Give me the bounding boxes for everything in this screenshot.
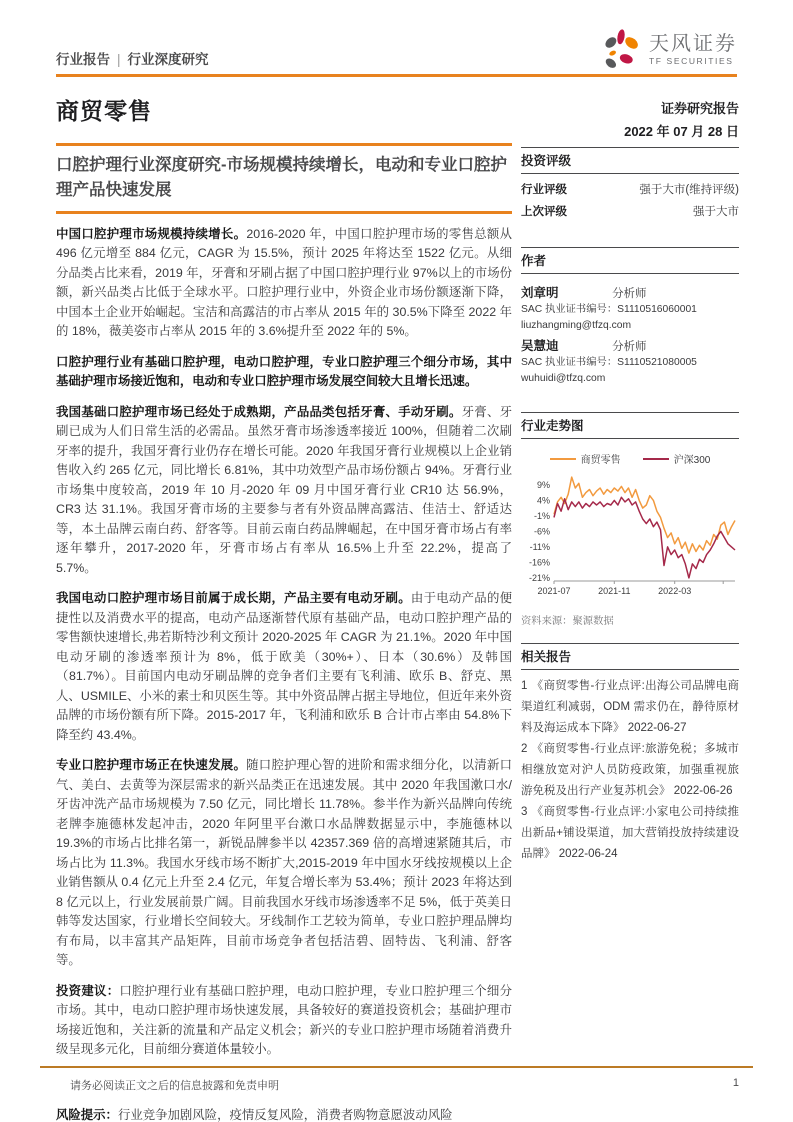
svg-text:2022-03: 2022-03: [658, 586, 692, 596]
author-name: 吴慧迪: [521, 339, 559, 353]
related-report-link[interactable]: 3 《商贸零售-行业点评:小家电公司持续推出新品+铺设渠道，加大营销投放持续建设品牌》 2022-06-24: [521, 806, 739, 860]
paragraph-investment-advice: 投资建议：口腔护理行业有基础口腔护理，电动口腔护理，专业口腔护理三个细分市场。其中，电动口腔护理市场快速发展，具备较好的赛道投资机会；基础护理市场接近饱和，关注新的流量和产品定义机会；新兴的专业口腔护理市场随着消费升级呈现多元化，目前细分赛道体量较小。: [56, 983, 513, 1056]
trend-section: [521, 412, 739, 627]
svg-text:-21%: -21%: [528, 572, 550, 583]
related-report-link[interactable]: 2 《商贸零售-行业点评:旅游免税；多城市相继放宽对沪人员防疫政策，加强重视旅游免税及出行产业复苏机会》 2022-06-26: [521, 743, 739, 797]
rating-row-industry: 行业评级 强于大市(维持评级): [521, 179, 739, 201]
report-subtitle: 口腔护理行业深度研究-市场规模持续增长，电动和专业口腔护理产品快速发展: [56, 143, 512, 214]
paragraph-risk-warning: 风险提示：行业竞争加剧风险，疫情反复风险，消费者购物意愿波动风险: [56, 1107, 453, 1122]
rating-value: 强于大市(维持评级): [639, 184, 739, 196]
page-title: 商贸零售: [56, 98, 152, 124]
brand-name-cn: 天风证券: [649, 33, 737, 55]
industry-trend-chart: [521, 468, 740, 598]
svg-text:-6%: -6%: [533, 526, 550, 537]
svg-text:-11%: -11%: [529, 541, 550, 552]
svg-text:-16%: -16%: [528, 557, 550, 568]
svg-text:2021-07: 2021-07: [537, 586, 571, 596]
paragraph-segments: 口腔护理行业有基础口腔护理，电动口腔护理，专业口腔护理三个细分市场，其中基础护理市场接近饱和，电动和专业口腔护理市场发展空间较大且增长迅速。: [56, 354, 512, 388]
report-type-label: 证券研究报告: [660, 101, 739, 116]
author-cert: SAC 执业证书编号：S1110521080005: [521, 357, 697, 368]
chart-legend: [521, 451, 739, 466]
related-reports-title: 相关报告: [521, 644, 739, 670]
rating-value: 强于大市: [693, 206, 739, 218]
report-category: [56, 48, 209, 72]
sidebar: [521, 77, 739, 1122]
rating-row-previous: 上次评级 强于大市: [521, 201, 739, 223]
svg-text:9%: 9%: [536, 479, 550, 490]
paragraph-professional-care: 专业口腔护理市场正在快速发展。随口腔护理心智的进阶和需求细分化，以清新口气、美白、去黄等为深层需求的新兴品类正在迅速发展。其中 2020 年我国漱口水/牙齿冲洗产品市场规模为 7.50 亿元，同比增长 11.78%。参半作为新兴品牌向传统老牌李施德林发起冲击，2020 年阿里平台漱口水品牌数据显示中，李施德林以 19.3%的市场占比排名第一，新锐品牌参半以 42357.369 倍的高增速紧随其后，市场占比为 11.3%。我国水牙线市场不断扩大,2015-2019 年中国水牙线按规模以上企业销售额从 0.4 亿元上升至 2.4 亿元，年复合增长率为 53.4%；预计 2023 年将达到 8 亿元以上，行业发展前景广阔。目前我国水牙线市场渗透率不足 5%，低于英美日韩等发达国家，行业增长空间较大。牙线制作工艺较为简单，专业口腔护理品牌均有布局，以丰富其产品矩阵，目前市场竞争者包括洁碧、固特齿、飞利浦、舒客等。: [56, 758, 513, 967]
chart-source: 资料来源：聚源数据: [521, 616, 614, 627]
svg-text:2021-11: 2021-11: [598, 586, 631, 596]
category-label: 行业报告: [56, 52, 110, 67]
tf-petals-icon: [599, 28, 643, 72]
svg-text:4%: 4%: [536, 495, 550, 506]
svg-text:-1%: -1%: [533, 510, 550, 521]
legend-swatch-hs300-icon: [643, 458, 669, 460]
footer-disclaimer: 请务必阅读正文之后的信息披露和免责申明: [70, 1080, 279, 1092]
authors-section: [521, 247, 739, 396]
author-entry: [521, 283, 739, 333]
paragraph-basic-care: 我国基础口腔护理市场已经处于成熟期，产品品类包括牙膏、手动牙刷。牙膏、牙刷已成为人们日常生活的必需品。虽然牙膏市场渗透率接近 100%，但随着二次刷牙率的提升，我国牙膏行业仍存在增长可能。2020 年我国牙膏行业规模以上企业销售收入约 265 亿元，同比增长 6.81%，其中功效型产品市场份额占 94%。牙膏行业市场集中度较高，2019 年 10 月-2020 年 09 月中国牙膏行业 CR10 达 56.9%，CR3 达 31.1%。我国牙膏市场的主要参与者有外资品牌高露洁、佳洁士、舒适达等，本土品牌云南白药、舒客等。目前云南白药品牌崛起，在中国牙膏市场占有率逐年攀升，2017-2020 年，牙膏市场占有率从 16.5%上升至 22.2%，提高了 5.7%。: [56, 404, 513, 575]
brand-logo: [599, 28, 737, 72]
related-report-link[interactable]: 1 《商贸零售-行业点评:出海公司品牌电商渠道红利减弱，ODM 需求仍在，静待原材料及海运成本下降》 2022-06-27: [521, 680, 739, 734]
report-summary: [56, 225, 512, 1122]
rating-table: [521, 174, 739, 231]
legend-swatch-retail-icon: [550, 458, 576, 460]
masthead: [56, 26, 737, 72]
authors-list: [521, 274, 739, 396]
rating-section-title: 投资评级: [521, 148, 739, 174]
related-reports-section: [521, 643, 739, 865]
author-email[interactable]: wuhuidi@tfzq.com: [521, 373, 606, 384]
author-cert: SAC 执业证书编号：S1110516060001: [521, 304, 697, 315]
rating-section: [521, 147, 739, 231]
author-entry: [521, 336, 739, 386]
legend-item-hs300: 沪深300: [643, 451, 711, 466]
trend-chart-block: [521, 439, 739, 627]
author-email[interactable]: liuzhangming@tfzq.com: [521, 320, 632, 331]
page-number: 1: [732, 1077, 739, 1089]
paragraph-market-growth: 中国口腔护理市场规模持续增长。2016-2020 年，中国口腔护理市场的零售总额从 496 亿元增至 884 亿元，CAGR 为 15.5%，预计 2025 年将达至 1522 亿元。从细分品类占比来看，2019 年，牙膏和牙刷占据了中国口腔护理行业 97%以上的市场份额，新兴品类占比低于全球水平。口腔护理行业中，外资企业市场份额逐渐下降，中国本土企业开始崛起。宝洁和高露洁的市占率从 2015 年的 30.5%下降至 2022 年的 18%，薇美姿市占率从 2015 年的 3.6%提升至 2022 年的 5%。: [56, 226, 513, 338]
page-footer: [40, 1066, 753, 1093]
subcategory-label: 行业深度研究: [127, 52, 209, 67]
related-reports-list: [521, 670, 739, 865]
authors-section-title: 作者: [521, 248, 739, 274]
legend-item-retail: 商贸零售: [550, 451, 621, 466]
main-column: [56, 77, 512, 1122]
paragraph-electric-care: 我国电动口腔护理市场目前属于成长期，产品主要有电动牙刷。由于电动产品的便捷性以及消费水平的提高，电动产品逐渐替代原有基础产品，电动口腔护理产品的零售额快速增长,弗若斯特沙利文预计 2020-2025 年 CAGR 为 21.1%。2020 年中国电动牙刷的渗透率预计为 8%，低于欧美（30%+）、日本（30.6%）及韩国（81.7%）。目前国内电动牙刷品牌的竞争者们主要有飞利浦、欧乐 B、舒克、黑人、USMILE、小米的素士和贝医生等。其中外资品牌占据主导地位，但近年来外资品牌的市场份额有所下降。2015-2017 年，飞利浦和欧乐 B 合计市占率由 54.8%下降至约 43.4%。: [56, 591, 513, 742]
category-separator: |: [117, 52, 121, 67]
author-role: 分析师: [612, 288, 647, 300]
author-name: 刘章明: [521, 286, 559, 300]
trend-section-title: 行业走势图: [521, 413, 739, 439]
brand-name-en: TF SECURITIES: [649, 56, 734, 66]
brand-text: [649, 34, 737, 66]
report-date: 2022 年 07 月 28 日: [624, 124, 739, 139]
author-role: 分析师: [612, 341, 647, 353]
